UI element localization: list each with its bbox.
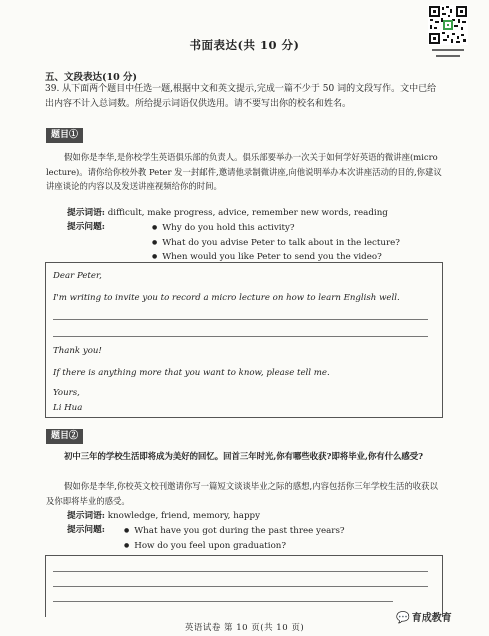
question-39-instructions: 39. 从下面两个题目中任选一题,根据中文和英文提示,完成一篇不少于 50 词的文段写作。文中已给出内容不计入总词数。所给提示词语仅供选用。请不要写出你的校名和姓名。 <box>45 84 437 109</box>
keywords-label: 提示词语: <box>67 208 105 218</box>
letter-signoff: Yours, <box>53 388 80 398</box>
topic-2-keywords: 提示词语: knowledge, friend, memory, happy <box>67 511 261 521</box>
topic-1-tag: 题目① <box>46 128 83 143</box>
question-item: ● Why do you hold this activity? <box>152 221 400 236</box>
topic-1-keywords <box>67 207 388 221</box>
topic-2-questions <box>124 524 345 553</box>
letter-name: Li Hua <box>53 403 83 413</box>
section-title: 书面表达(共 10 分) <box>189 38 300 52</box>
answer-line <box>53 336 428 337</box>
question-item: ● What have you got during the past three years? <box>124 524 345 539</box>
page-footer: 英语试卷 第 10 页(共 10 页) <box>184 623 305 633</box>
letter-greeting: Dear Peter, <box>53 271 102 281</box>
wechat-icon: 💬 <box>396 611 410 624</box>
topic-1-prompt: 假如你是李华,是你校学生英语俱乐部的负责人。俱乐部要举办一次关于如何学好英语的微讲座(micro lecture)。请你给你校外教 Peter 发一封邮件,邀请他录制微讲座,向他说明举办本次讲座活动的目的,你建议讲座谈论的内容以及发送讲座视频给你的时间。 <box>46 152 442 191</box>
topic-2-questions-label: 提示问题: <box>67 525 105 535</box>
topic-2-intro: 初中三年的学校生活即将成为美好的回忆。回首三年时光,你有哪些收获?即将毕业,你有什么感受? <box>64 451 424 461</box>
question-item: ● What do you advise Peter to talk about in the lecture? <box>152 236 400 251</box>
topic-1-questions-label: 提示问题: <box>67 222 105 232</box>
question-item: ● How do you feel upon graduation? <box>124 539 345 554</box>
qr-code <box>428 5 468 63</box>
letter-closing-line: If there is anything more that you want to know, please tell me. <box>53 368 330 378</box>
watermark: 💬 育成教育 <box>396 611 452 624</box>
letter-thanks: Thank you! <box>53 346 102 356</box>
topic-1-questions <box>152 221 400 265</box>
question-item: ● When would you like Peter to send you the video? <box>152 250 400 265</box>
topic-2-prompt: 假如你是李华,你校英文校刊邀请你写一篇短文谈谈毕业之际的感想,内容包括你三年学校生活的收获以及你即将毕业的感受。 <box>46 481 438 506</box>
keywords-list: knowledge, friend, memory, happy <box>107 511 261 521</box>
keywords-list: difficult, make progress, advice, remember new words, reading <box>107 208 388 218</box>
answer-line <box>53 601 393 602</box>
section-heading: 五、文段表达(10 分) <box>45 72 138 83</box>
topic-1-answer-box[interactable] <box>45 262 443 418</box>
topic-2-tag: 题目② <box>46 429 83 444</box>
answer-line <box>53 586 428 587</box>
letter-opening: I'm writing to invite you to record a micro lecture on how to learn English well. <box>53 293 400 303</box>
answer-line <box>53 319 428 320</box>
answer-line <box>53 571 428 572</box>
